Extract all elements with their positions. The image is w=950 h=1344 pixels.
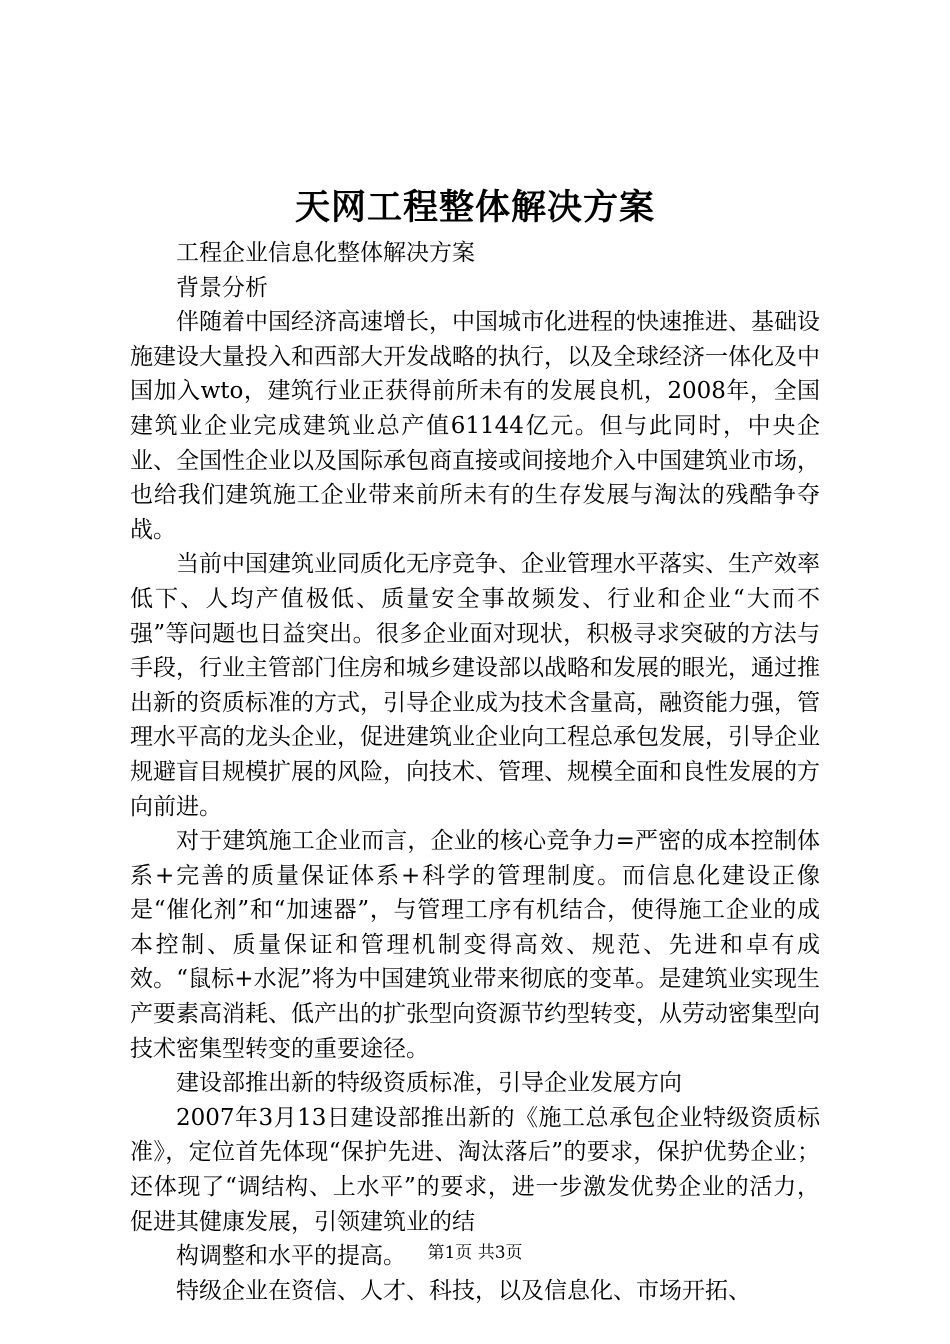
page-footer: 第1页 共3页 bbox=[427, 1243, 523, 1263]
paragraph: 构调整和水平的提高。 bbox=[176, 1243, 406, 1270]
paragraph: 特级企业在资信、人才、科技，以及信息化、市场开拓、 bbox=[176, 1277, 751, 1304]
paragraph: 当前中国建筑业同质化无序竞争、企业管理水平落实、生产效率低下、人均产值极低、质量安全事故频发、行业和企业“大而不强”等问题也日益突出。很多企业面对现状，积极寻求突破的方法与手段，行业主管部门住房和城乡建设部以战略和发展的眼光，通过推出新的资质标准的方式，引导企业成为技术含量高，融资能力强，管理水平高的龙头企业，促进建筑业企业向工程总承包发展，引导企业规避盲目规模扩展的风险，向技术、管理、规模全面和良性发展的方向前进。 bbox=[130, 551, 820, 820]
document-title: 天网工程整体解决方案 bbox=[294, 187, 655, 228]
document-body bbox=[130, 236, 820, 1308]
paragraph: 伴随着中国经济高速增长，中国城市化进程的快速推进、基础设施建设大量投入和西部大开发战略的执行，以及全球经济一体化及中国加入wto，建筑行业正获得前所未有的发展良机，2008年，全国建筑业企业完成建筑业总产值61144亿元。但与此同时，中央企业、全国性企业以及国际承包商直接或间接地介入中国建筑业市场，也给我们建筑施工企业带来前所未有的生存发展与淘汰的残酷争夺战。 bbox=[130, 309, 820, 543]
paragraph: 2007年3月13日建设部推出新的《施工总承包企业特级资质标准》，定位首先体现“保护先进、淘汰落后”的要求，保护优势企业；还体现了“调结构、上水平”的要求，进一步激发优势企业的活力，促进其健康发展，引领建筑业的结 bbox=[130, 1104, 820, 1235]
paragraph: 对于建筑施工企业而言，企业的核心竞争力=严密的成本控制体系+完善的质量保证体系+科学的管理制度。而信息化建设正像是“催化剂”和“加速器”，与管理工序有机结合，使得施工企业的成本控制、质量保证和管理机制变得高效、规范、先进和卓有成效。“鼠标+水泥”将为中国建筑业带来彻底的变革。是建筑业实现生产要素高消耗、低产出的扩张型向资源节约型转变，从劳动密集型向技术密集型转变的重要途径。 bbox=[130, 828, 820, 1062]
paragraph-heading: 建设部推出新的特级资质标准，引导企业发展方向 bbox=[176, 1070, 682, 1097]
paragraph-subtitle: 工程企业信息化整体解决方案 bbox=[176, 240, 475, 266]
paragraph-heading-background: 背景分析 bbox=[176, 274, 268, 301]
